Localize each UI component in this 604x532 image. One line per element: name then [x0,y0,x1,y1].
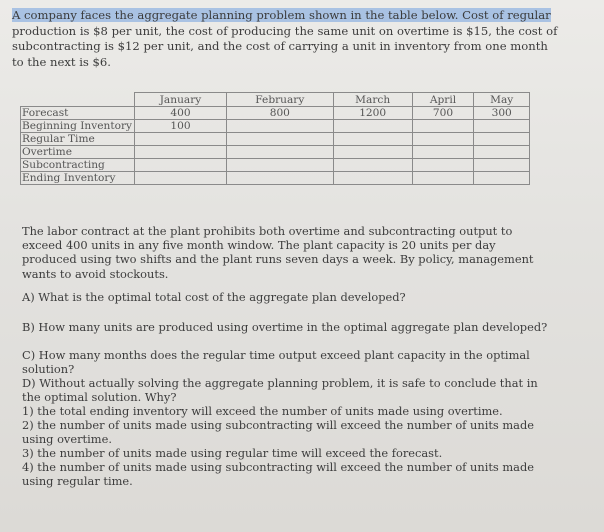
row-label: Beginning Inventory [21,120,135,133]
answer-option: 1) the total ending inventory will exceed the number of units made using overtime. [22,404,503,418]
table-row [21,172,530,185]
month-header: February [226,93,333,107]
table-cell [412,146,474,159]
table-row [21,146,530,159]
table-cell [474,172,530,185]
month-header: March [333,93,412,107]
table-cell [474,146,530,159]
table-cell [412,133,474,146]
month-header: May [474,93,530,107]
table-cell [333,159,412,172]
row-label: Ending Inventory [21,172,135,185]
month-header: April [412,93,474,107]
question-a: A) What is the optimal total cost of the aggregate plan developed? [22,290,406,304]
table-cell [333,120,412,133]
table-cell [135,146,227,159]
table-cell [226,159,333,172]
table-cell [226,133,333,146]
table-cell: 700 [412,107,474,120]
table-row [21,107,530,120]
row-label: Regular Time [21,133,135,146]
table-cell [412,159,474,172]
answer-option: 2) the number of units made using subcontracting will exceed the number of units made using overtime. [22,418,535,446]
problem-statement-rest: production is $8 per unit, the cost of producing the same unit on overtime is $15, the cost of subcontracting is $12 per unit, and the cost of carrying a unit in inventory from one month to the next is $6. [12,23,558,69]
answer-option: 4) the number of units made using subcontracting will exceed the number of units made using regular time. [22,460,535,488]
question-b: B) How many units are produced using overtime in the optimal aggregate plan developed? [22,320,548,334]
month-header: January [135,93,227,107]
row-label: Forecast [21,107,135,120]
table-cell [474,133,530,146]
table-cell [333,172,412,185]
aggregate-plan-table [20,92,530,185]
table-cell [412,120,474,133]
table-cell [135,159,227,172]
table-row [21,159,530,172]
table-cell [226,172,333,185]
row-label: Subcontracting [21,159,135,172]
table-cell: 400 [135,107,227,120]
table-cell: 1200 [333,107,412,120]
table-cell [474,159,530,172]
table-corner-cell [21,93,135,107]
table-cell: 100 [135,120,227,133]
problem-statement [12,8,562,70]
constraints-paragraph: The labor contract at the plant prohibits both overtime and subcontracting output to exceed 400 units in any five month window. The plant capacity is 20 units per day produced using two shifts and the plant runs seven days a week. By policy, management wants to avoid stockouts. [22,224,534,281]
table-cell [412,172,474,185]
table-cell: 300 [474,107,530,120]
table-cell [135,172,227,185]
row-label: Overtime [21,146,135,159]
question-c: C) How many months does the regular time output exceed plant capacity in the optimal solution? [22,348,530,376]
table-cell [333,146,412,159]
table-cell [474,120,530,133]
table-cell [226,146,333,159]
table-cell [333,133,412,146]
table-cell: 800 [226,107,333,120]
answer-option: 3) the number of units made using regular time will exceed the forecast. [22,446,443,460]
question-d [22,376,542,488]
table-cell [135,133,227,146]
question-d-prompt: D) Without actually solving the aggregate planning problem, it is safe to conclude that in the optimal solution. Why? [22,376,538,404]
table-header-row [21,93,530,107]
table-cell [226,120,333,133]
highlighted-text: A company faces the aggregate planning problem shown in the table below. Cost of regular [12,8,551,22]
table-row [21,133,530,146]
table-row [21,120,530,133]
